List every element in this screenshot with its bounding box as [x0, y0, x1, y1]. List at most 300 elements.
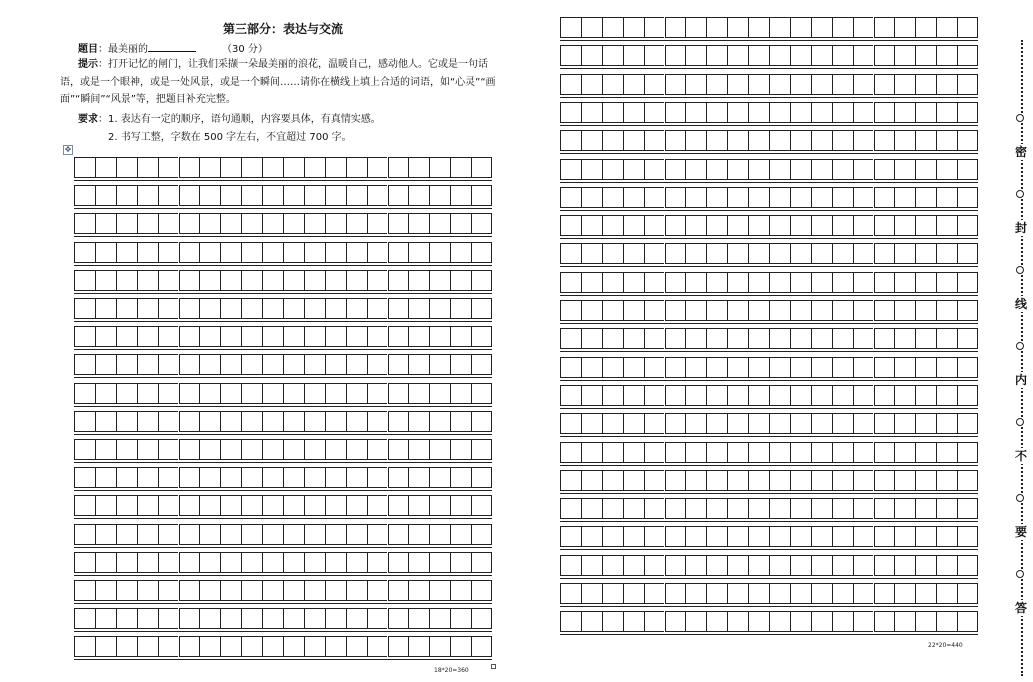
- grid-cell[interactable]: [685, 102, 706, 123]
- grid-cell[interactable]: [832, 159, 853, 180]
- grid-cell[interactable]: [915, 187, 936, 208]
- grid-cell[interactable]: [853, 498, 874, 519]
- grid-cell[interactable]: [408, 185, 429, 206]
- table-resize-handle[interactable]: [491, 664, 496, 669]
- grid-cell[interactable]: [853, 243, 874, 264]
- grid-cell[interactable]: [874, 526, 895, 547]
- grid-cell[interactable]: [665, 526, 686, 547]
- grid-cell[interactable]: [853, 611, 874, 632]
- grid-cell[interactable]: [915, 74, 936, 95]
- grid-cell[interactable]: [957, 159, 978, 180]
- grid-cell[interactable]: [957, 45, 978, 66]
- grid-cell[interactable]: [325, 242, 346, 263]
- grid-cell[interactable]: [623, 498, 644, 519]
- grid-cell[interactable]: [179, 467, 200, 488]
- grid-cell[interactable]: [685, 187, 706, 208]
- grid-cell[interactable]: [346, 552, 367, 573]
- grid-cell[interactable]: [137, 383, 158, 404]
- grid-cell[interactable]: [853, 215, 874, 236]
- grid-cell[interactable]: [853, 385, 874, 406]
- grid-cell[interactable]: [450, 270, 471, 291]
- grid-cell[interactable]: [685, 159, 706, 180]
- grid-cell[interactable]: [450, 580, 471, 601]
- grid-cell[interactable]: [367, 242, 388, 263]
- grid-cell[interactable]: [74, 213, 95, 234]
- grid-cell[interactable]: [367, 439, 388, 460]
- grid-cell[interactable]: [388, 383, 409, 404]
- grid-cell[interactable]: [832, 102, 853, 123]
- grid-cell[interactable]: [179, 608, 200, 629]
- grid-cell[interactable]: [644, 159, 665, 180]
- grid-cell[interactable]: [957, 272, 978, 293]
- grid-cell[interactable]: [602, 74, 623, 95]
- grid-cell[interactable]: [429, 608, 450, 629]
- grid-cell[interactable]: [179, 354, 200, 375]
- grid-cell[interactable]: [408, 467, 429, 488]
- grid-cell[interactable]: [262, 636, 283, 657]
- grid-cell[interactable]: [853, 470, 874, 491]
- grid-cell[interactable]: [471, 270, 492, 291]
- grid-cell[interactable]: [874, 102, 895, 123]
- grid-cell[interactable]: [957, 187, 978, 208]
- grid-cell[interactable]: [936, 102, 957, 123]
- grid-cell[interactable]: [769, 583, 790, 604]
- grid-cell[interactable]: [325, 467, 346, 488]
- grid-cell[interactable]: [450, 552, 471, 573]
- grid-cell[interactable]: [748, 413, 769, 434]
- grid-cell[interactable]: [74, 552, 95, 573]
- grid-cell[interactable]: [665, 611, 686, 632]
- grid-cell[interactable]: [602, 328, 623, 349]
- grid-cell[interactable]: [304, 524, 325, 545]
- grid-cell[interactable]: [790, 526, 811, 547]
- grid-cell[interactable]: [623, 442, 644, 463]
- grid-cell[interactable]: [727, 526, 748, 547]
- grid-cell[interactable]: [429, 580, 450, 601]
- grid-cell[interactable]: [325, 439, 346, 460]
- grid-cell[interactable]: [811, 498, 832, 519]
- grid-cell[interactable]: [560, 272, 581, 293]
- grid-cell[interactable]: [706, 413, 727, 434]
- grid-cell[interactable]: [790, 413, 811, 434]
- grid-cell[interactable]: [811, 187, 832, 208]
- grid-cell[interactable]: [727, 357, 748, 378]
- grid-cell[interactable]: [241, 636, 262, 657]
- grid-cell[interactable]: [623, 611, 644, 632]
- grid-cell[interactable]: [471, 157, 492, 178]
- grid-cell[interactable]: [832, 498, 853, 519]
- grid-cell[interactable]: [602, 357, 623, 378]
- grid-cell[interactable]: [471, 439, 492, 460]
- grid-cell[interactable]: [769, 159, 790, 180]
- grid-cell[interactable]: [957, 243, 978, 264]
- grid-cell[interactable]: [769, 526, 790, 547]
- grid-cell[interactable]: [179, 185, 200, 206]
- grid-cell[interactable]: [894, 498, 915, 519]
- grid-cell[interactable]: [95, 354, 116, 375]
- grid-cell[interactable]: [220, 270, 241, 291]
- grid-cell[interactable]: [602, 130, 623, 151]
- grid-cell[interactable]: [283, 411, 304, 432]
- grid-cell[interactable]: [262, 580, 283, 601]
- grid-cell[interactable]: [471, 298, 492, 319]
- grid-cell[interactable]: [74, 608, 95, 629]
- grid-cell[interactable]: [894, 611, 915, 632]
- grid-cell[interactable]: [769, 470, 790, 491]
- grid-cell[interactable]: [241, 495, 262, 516]
- grid-cell[interactable]: [957, 300, 978, 321]
- grid-cell[interactable]: [283, 185, 304, 206]
- grid-cell[interactable]: [706, 102, 727, 123]
- grid-cell[interactable]: [936, 45, 957, 66]
- grid-cell[interactable]: [346, 608, 367, 629]
- grid-cell[interactable]: [832, 413, 853, 434]
- grid-cell[interactable]: [706, 526, 727, 547]
- grid-cell[interactable]: [853, 17, 874, 38]
- grid-cell[interactable]: [450, 636, 471, 657]
- grid-cell[interactable]: [665, 187, 686, 208]
- grid-cell[interactable]: [158, 242, 179, 263]
- grid-cell[interactable]: [727, 300, 748, 321]
- grid-cell[interactable]: [304, 326, 325, 347]
- grid-cell[interactable]: [748, 583, 769, 604]
- grid-cell[interactable]: [158, 298, 179, 319]
- grid-cell[interactable]: [450, 439, 471, 460]
- grid-cell[interactable]: [915, 413, 936, 434]
- grid-cell[interactable]: [644, 413, 665, 434]
- grid-cell[interactable]: [137, 326, 158, 347]
- grid-cell[interactable]: [220, 580, 241, 601]
- grid-cell[interactable]: [685, 17, 706, 38]
- grid-cell[interactable]: [894, 243, 915, 264]
- grid-cell[interactable]: [560, 526, 581, 547]
- grid-cell[interactable]: [262, 411, 283, 432]
- grid-cell[interactable]: [450, 383, 471, 404]
- grid-cell[interactable]: [727, 413, 748, 434]
- grid-cell[interactable]: [874, 498, 895, 519]
- grid-cell[interactable]: [811, 526, 832, 547]
- grid-cell[interactable]: [790, 300, 811, 321]
- grid-cell[interactable]: [706, 272, 727, 293]
- grid-cell[interactable]: [450, 524, 471, 545]
- grid-cell[interactable]: [644, 45, 665, 66]
- grid-cell[interactable]: [158, 524, 179, 545]
- grid-cell[interactable]: [74, 383, 95, 404]
- grid-cell[interactable]: [95, 524, 116, 545]
- grid-cell[interactable]: [748, 300, 769, 321]
- grid-cell[interactable]: [874, 357, 895, 378]
- grid-cell[interactable]: [325, 608, 346, 629]
- grid-cell[interactable]: [429, 495, 450, 516]
- grid-cell[interactable]: [325, 270, 346, 291]
- grid-cell[interactable]: [915, 17, 936, 38]
- grid-cell[interactable]: [915, 555, 936, 576]
- grid-cell[interactable]: [74, 326, 95, 347]
- grid-cell[interactable]: [116, 383, 137, 404]
- grid-cell[interactable]: [832, 583, 853, 604]
- grid-cell[interactable]: [685, 526, 706, 547]
- grid-cell[interactable]: [388, 467, 409, 488]
- grid-cell[interactable]: [790, 243, 811, 264]
- grid-cell[interactable]: [748, 555, 769, 576]
- grid-cell[interactable]: [644, 357, 665, 378]
- grid-cell[interactable]: [304, 270, 325, 291]
- grid-cell[interactable]: [560, 413, 581, 434]
- grid-cell[interactable]: [665, 74, 686, 95]
- grid-cell[interactable]: [262, 185, 283, 206]
- grid-cell[interactable]: [665, 130, 686, 151]
- grid-cell[interactable]: [915, 102, 936, 123]
- grid-cell[interactable]: [560, 498, 581, 519]
- grid-cell[interactable]: [241, 608, 262, 629]
- grid-cell[interactable]: [560, 357, 581, 378]
- grid-cell[interactable]: [199, 326, 220, 347]
- grid-cell[interactable]: [706, 357, 727, 378]
- grid-cell[interactable]: [769, 187, 790, 208]
- grid-cell[interactable]: [936, 272, 957, 293]
- grid-cell[interactable]: [220, 467, 241, 488]
- grid-cell[interactable]: [429, 636, 450, 657]
- grid-cell[interactable]: [179, 524, 200, 545]
- grid-cell[interactable]: [915, 45, 936, 66]
- grid-cell[interactable]: [915, 215, 936, 236]
- grid-cell[interactable]: [262, 552, 283, 573]
- grid-cell[interactable]: [748, 45, 769, 66]
- grid-cell[interactable]: [304, 185, 325, 206]
- grid-cell[interactable]: [665, 328, 686, 349]
- grid-cell[interactable]: [179, 242, 200, 263]
- grid-cell[interactable]: [685, 357, 706, 378]
- grid-cell[interactable]: [790, 102, 811, 123]
- grid-cell[interactable]: [408, 411, 429, 432]
- grid-cell[interactable]: [199, 439, 220, 460]
- grid-cell[interactable]: [560, 300, 581, 321]
- grid-cell[interactable]: [179, 270, 200, 291]
- grid-cell[interactable]: [199, 524, 220, 545]
- grid-cell[interactable]: [581, 498, 602, 519]
- grid-cell[interactable]: [346, 298, 367, 319]
- grid-cell[interactable]: [262, 242, 283, 263]
- grid-cell[interactable]: [644, 102, 665, 123]
- grid-cell[interactable]: [832, 328, 853, 349]
- grid-cell[interactable]: [769, 45, 790, 66]
- grid-cell[interactable]: [241, 524, 262, 545]
- grid-cell[interactable]: [915, 526, 936, 547]
- grid-cell[interactable]: [560, 159, 581, 180]
- grid-cell[interactable]: [74, 439, 95, 460]
- grid-cell[interactable]: [623, 215, 644, 236]
- grid-cell[interactable]: [706, 385, 727, 406]
- grid-cell[interactable]: [644, 187, 665, 208]
- grid-cell[interactable]: [832, 470, 853, 491]
- grid-cell[interactable]: [623, 17, 644, 38]
- grid-cell[interactable]: [748, 130, 769, 151]
- grid-cell[interactable]: [957, 357, 978, 378]
- grid-cell[interactable]: [283, 552, 304, 573]
- grid-cell[interactable]: [811, 470, 832, 491]
- grid-cell[interactable]: [811, 413, 832, 434]
- grid-cell[interactable]: [116, 552, 137, 573]
- grid-cell[interactable]: [304, 636, 325, 657]
- grid-cell[interactable]: [665, 159, 686, 180]
- grid-cell[interactable]: [581, 611, 602, 632]
- grid-cell[interactable]: [367, 270, 388, 291]
- grid-cell[interactable]: [581, 442, 602, 463]
- grid-cell[interactable]: [727, 17, 748, 38]
- grid-cell[interactable]: [748, 187, 769, 208]
- grid-cell[interactable]: [811, 300, 832, 321]
- grid-cell[interactable]: [450, 213, 471, 234]
- grid-cell[interactable]: [408, 326, 429, 347]
- grid-cell[interactable]: [429, 298, 450, 319]
- grid-cell[interactable]: [769, 498, 790, 519]
- grid-cell[interactable]: [602, 583, 623, 604]
- grid-cell[interactable]: [471, 242, 492, 263]
- grid-cell[interactable]: [894, 470, 915, 491]
- grid-cell[interactable]: [936, 130, 957, 151]
- grid-cell[interactable]: [450, 185, 471, 206]
- grid-cell[interactable]: [450, 608, 471, 629]
- grid-cell[interactable]: [623, 45, 644, 66]
- grid-cell[interactable]: [769, 413, 790, 434]
- grid-cell[interactable]: [769, 611, 790, 632]
- grid-cell[interactable]: [283, 580, 304, 601]
- grid-cell[interactable]: [367, 552, 388, 573]
- grid-cell[interactable]: [790, 45, 811, 66]
- grid-cell[interactable]: [602, 555, 623, 576]
- grid-cell[interactable]: [957, 130, 978, 151]
- grid-cell[interactable]: [74, 495, 95, 516]
- grid-cell[interactable]: [665, 413, 686, 434]
- grid-cell[interactable]: [748, 102, 769, 123]
- grid-cell[interactable]: [685, 45, 706, 66]
- grid-cell[interactable]: [706, 555, 727, 576]
- grid-cell[interactable]: [74, 636, 95, 657]
- grid-cell[interactable]: [832, 45, 853, 66]
- grid-cell[interactable]: [158, 552, 179, 573]
- grid-cell[interactable]: [158, 354, 179, 375]
- grid-cell[interactable]: [832, 611, 853, 632]
- grid-cell[interactable]: [874, 385, 895, 406]
- grid-cell[interactable]: [388, 185, 409, 206]
- grid-cell[interactable]: [471, 524, 492, 545]
- grid-cell[interactable]: [685, 611, 706, 632]
- grid-cell[interactable]: [581, 130, 602, 151]
- grid-cell[interactable]: [623, 300, 644, 321]
- grid-cell[interactable]: [388, 326, 409, 347]
- grid-cell[interactable]: [220, 495, 241, 516]
- grid-cell[interactable]: [95, 185, 116, 206]
- grid-cell[interactable]: [74, 580, 95, 601]
- grid-cell[interactable]: [894, 272, 915, 293]
- grid-cell[interactable]: [706, 611, 727, 632]
- grid-cell[interactable]: [853, 102, 874, 123]
- grid-cell[interactable]: [602, 159, 623, 180]
- grid-cell[interactable]: [220, 213, 241, 234]
- grid-cell[interactable]: [408, 608, 429, 629]
- grid-cell[interactable]: [769, 328, 790, 349]
- grid-cell[interactable]: [727, 583, 748, 604]
- grid-cell[interactable]: [220, 411, 241, 432]
- grid-cell[interactable]: [874, 215, 895, 236]
- grid-cell[interactable]: [346, 636, 367, 657]
- grid-cell[interactable]: [581, 357, 602, 378]
- grid-cell[interactable]: [220, 524, 241, 545]
- grid-cell[interactable]: [790, 272, 811, 293]
- grid-cell[interactable]: [283, 467, 304, 488]
- grid-cell[interactable]: [748, 498, 769, 519]
- grid-cell[interactable]: [665, 300, 686, 321]
- grid-cell[interactable]: [936, 328, 957, 349]
- grid-cell[interactable]: [832, 243, 853, 264]
- grid-cell[interactable]: [388, 354, 409, 375]
- grid-cell[interactable]: [367, 157, 388, 178]
- grid-cell[interactable]: [936, 357, 957, 378]
- grid-cell[interactable]: [706, 328, 727, 349]
- grid-cell[interactable]: [429, 439, 450, 460]
- grid-cell[interactable]: [748, 357, 769, 378]
- grid-cell[interactable]: [644, 215, 665, 236]
- grid-cell[interactable]: [685, 442, 706, 463]
- grid-cell[interactable]: [874, 272, 895, 293]
- grid-cell[interactable]: [283, 270, 304, 291]
- grid-cell[interactable]: [602, 385, 623, 406]
- grid-cell[interactable]: [769, 385, 790, 406]
- grid-cell[interactable]: [748, 470, 769, 491]
- grid-cell[interactable]: [429, 552, 450, 573]
- grid-cell[interactable]: [388, 552, 409, 573]
- grid-cell[interactable]: [936, 187, 957, 208]
- grid-cell[interactable]: [874, 159, 895, 180]
- grid-cell[interactable]: [602, 413, 623, 434]
- grid-cell[interactable]: [623, 526, 644, 547]
- grid-cell[interactable]: [262, 326, 283, 347]
- grid-cell[interactable]: [748, 243, 769, 264]
- grid-cell[interactable]: [936, 215, 957, 236]
- grid-cell[interactable]: [471, 185, 492, 206]
- grid-cell[interactable]: [874, 130, 895, 151]
- grid-cell[interactable]: [874, 243, 895, 264]
- grid-cell[interactable]: [957, 413, 978, 434]
- grid-cell[interactable]: [874, 583, 895, 604]
- grid-cell[interactable]: [116, 270, 137, 291]
- grid-cell[interactable]: [832, 526, 853, 547]
- grid-cell[interactable]: [560, 17, 581, 38]
- grid-cell[interactable]: [179, 383, 200, 404]
- grid-cell[interactable]: [790, 498, 811, 519]
- grid-cell[interactable]: [95, 495, 116, 516]
- grid-cell[interactable]: [706, 498, 727, 519]
- grid-cell[interactable]: [957, 583, 978, 604]
- grid-cell[interactable]: [346, 157, 367, 178]
- grid-cell[interactable]: [304, 242, 325, 263]
- grid-cell[interactable]: [644, 498, 665, 519]
- grid-cell[interactable]: [665, 45, 686, 66]
- grid-cell[interactable]: [894, 385, 915, 406]
- grid-cell[interactable]: [832, 74, 853, 95]
- grid-cell[interactable]: [915, 159, 936, 180]
- grid-cell[interactable]: [790, 159, 811, 180]
- grid-cell[interactable]: [727, 272, 748, 293]
- grid-cell[interactable]: [450, 467, 471, 488]
- grid-cell[interactable]: [116, 580, 137, 601]
- grid-cell[interactable]: [471, 580, 492, 601]
- grid-cell[interactable]: [283, 524, 304, 545]
- grid-cell[interactable]: [560, 102, 581, 123]
- grid-cell[interactable]: [894, 357, 915, 378]
- grid-cell[interactable]: [811, 45, 832, 66]
- grid-cell[interactable]: [471, 552, 492, 573]
